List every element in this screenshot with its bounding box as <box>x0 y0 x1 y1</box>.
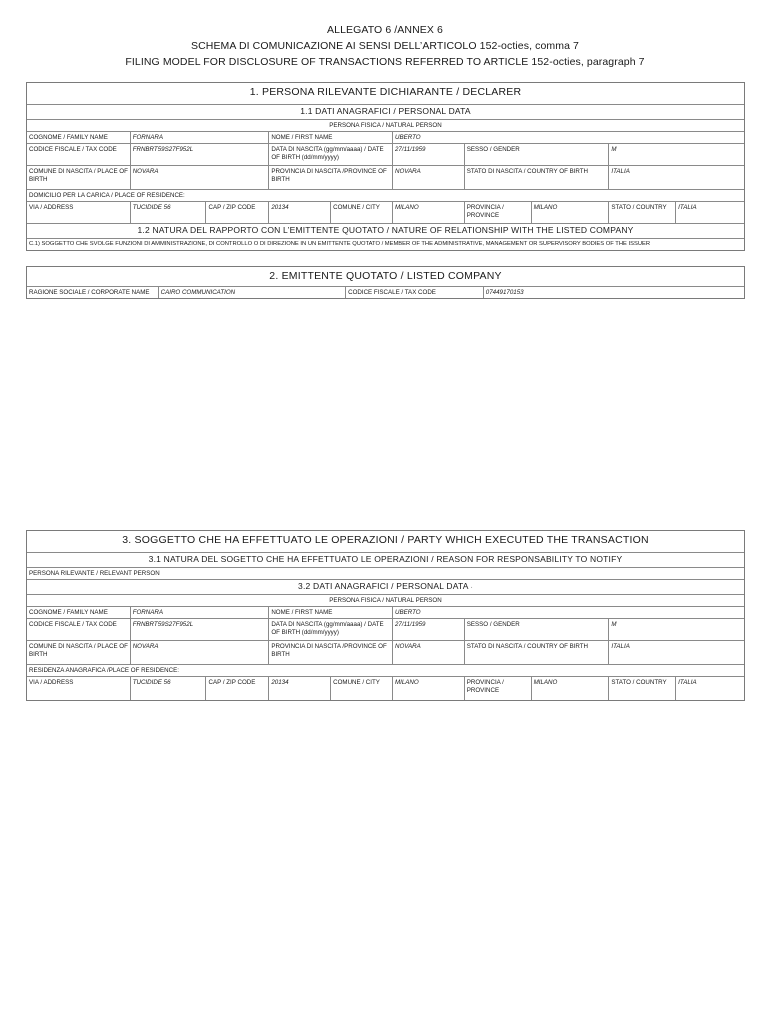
place-of-residence-label: DOMICILIO PER LA CARICA / PLACE OF RESIDENCE: <box>29 192 185 199</box>
province-of-birth-label: PROVINCIA DI NASCITA /PROVINCE OF BIRTH <box>268 166 392 189</box>
company-tax-code-label: CODICE FISCALE / TAX CODE <box>345 287 483 298</box>
country-value: ITALIA <box>675 202 744 223</box>
gender-value-3: M <box>608 619 744 640</box>
tax-code-label-3: CODICE FISCALE / TAX CODE <box>29 621 117 628</box>
first-name-label: NOME / FIRST NAME <box>268 132 392 143</box>
section-declarer <box>26 82 745 251</box>
person-type-label: PERSONA FISICA / NATURAL PERSON <box>329 122 442 129</box>
date-of-birth-value: 27/11/1959 <box>392 144 464 165</box>
address-label-3: VIA / ADDRESS <box>29 679 74 686</box>
relationship-subtitle: 1.2 NATURA DEL RAPPORTO CON L’EMITTENTE QUOTATO / NATURE OF RELATIONSHIP WITH THE LISTED COMPANY <box>137 225 634 235</box>
province-value: MILANO <box>531 202 609 223</box>
corporate-name-label: RAGIONE SOCIALE / CORPORATE NAME <box>29 289 150 296</box>
place-of-birth-label: COMUNE DI NASCITA / PLACE OF BIRTH <box>29 168 128 183</box>
gender-value: M <box>608 144 744 165</box>
zip-code-label: CAP / ZIP CODE <box>205 202 268 223</box>
date-of-birth-label: DATA DI NASCITA (gg/mm/aaaa) / DATE OF BIRTH (dd/mm/yyyy) <box>268 144 392 165</box>
province-of-birth-value-3: NOVARA <box>392 641 464 664</box>
date-of-birth-label-3: DATA DI NASCITA (gg/mm/aaaa) / DATE OF BIRTH (dd/mm/yyyy) <box>268 619 392 640</box>
country-of-birth-value-3: ITALIA <box>608 641 744 664</box>
place-of-birth-value: NOVARA <box>130 166 269 189</box>
zip-code-value-3: 20134 <box>268 677 330 700</box>
surname-value-3: FORNARA <box>130 607 269 618</box>
gender-label: SESSO / GENDER <box>464 144 609 165</box>
section-1-title: 1. PERSONA RILEVANTE DICHIARANTE / DECLARER <box>249 86 522 98</box>
country-of-birth-label-3: STATO DI NASCITA / COUNTRY OF BIRTH <box>464 641 609 664</box>
province-of-birth-label-3: PROVINCIA DI NASCITA /PROVINCE OF BIRTH <box>268 641 392 664</box>
city-label: COMUNE / CITY <box>330 202 392 223</box>
tax-code-value-3: FRNBRT59S27F952L <box>130 619 269 640</box>
city-label-3: COMUNE / CITY <box>330 677 392 700</box>
address-label: VIA / ADDRESS <box>29 204 74 211</box>
person-type-label-3: PERSONA FISICA / NATURAL PERSON <box>329 597 442 604</box>
zip-code-value: 20134 <box>268 202 330 223</box>
personal-data-subtitle: 1.1 DATI ANAGRAFICI / PERSONAL DATA <box>300 106 471 116</box>
first-name-value-3: UBERTO <box>392 607 744 618</box>
filing-model-title: FILING MODEL FOR DISCLOSURE OF TRANSACTIONS REFERRED TO ARTICLE 152-octies, paragraph 7 <box>125 56 645 68</box>
surname-label-3: COGNOME / FAMILY NAME <box>29 609 108 616</box>
address-value-3: TUCIDIDE 56 <box>130 677 206 700</box>
province-label-3: PROVINCIA / PROVINCE <box>464 677 531 700</box>
zip-code-label-3: CAP / ZIP CODE <box>205 677 268 700</box>
country-of-birth-value: ITALIA <box>608 166 744 189</box>
date-of-birth-value-3: 27/11/1959 <box>392 619 464 640</box>
corporate-name-value: CAIRO COMMUNICATION <box>158 287 345 298</box>
country-label-3: STATO / COUNTRY <box>608 677 675 700</box>
city-value-3: MILANO <box>392 677 464 700</box>
address-value: TUCIDIDE 56 <box>130 202 206 223</box>
notification-reason-value: PERSONA RILEVANTE / RELEVANT PERSON <box>29 570 160 577</box>
surname-label: COGNOME / FAMILY NAME <box>29 134 108 141</box>
province-of-birth-value: NOVARA <box>392 166 464 189</box>
city-value: MILANO <box>392 202 464 223</box>
section-2-title: 2. EMITTENTE QUOTATO / LISTED COMPANY <box>269 270 502 282</box>
section-listed-company <box>26 266 745 299</box>
relationship-value: C.1) SOGGETTO CHE SVOLGE FUNZIONI DI AMMINISTRAZIONE, DI CONTROLLO O DI DIREZIONE IN UN EMITTENTE QUOTATO / MEMBER OF THE ADMINISTRATIVE, MANAGEMENT OR SUPERVISORY BODIES OF THE ISSUER <box>29 241 651 247</box>
province-value-3: MILANO <box>531 677 609 700</box>
country-value-3: ITALIA <box>675 677 744 700</box>
personal-data-subtitle-3: 3.2 DATI ANAGRAFICI / PERSONAL DATA · <box>298 581 473 591</box>
place-of-birth-label-3: COMUNE DI NASCITA / PLACE OF BIRTH <box>29 643 128 658</box>
notification-reason-subtitle: 3.1 NATURA DEL SOGETTO CHE HA EFFETTUATO LE OPERAZIONI / REASON FOR RESPONSABILITY TO NOTIFY <box>148 554 623 564</box>
company-tax-code-value: 07449170153 <box>483 287 744 298</box>
first-name-value: UBERTO <box>392 132 744 143</box>
country-label: STATO / COUNTRY <box>608 202 675 223</box>
first-name-label-3: NOME / FIRST NAME <box>268 607 392 618</box>
tax-code-label: CODICE FISCALE / TAX CODE <box>29 146 117 153</box>
document-header <box>0 22 770 70</box>
gender-label-3: SESSO / GENDER <box>464 619 609 640</box>
section-3-title: 3. SOGGETTO CHE HA EFFETTUATO LE OPERAZIONI / PARTY WHICH EXECUTED THE TRANSACTION <box>122 534 649 546</box>
schema-title: SCHEMA DI COMUNICAZIONE AI SENSI DELL’ARTICOLO 152-octies, comma 7 <box>190 40 579 52</box>
place-of-residence-label-3: RESIDENZA ANAGRAFICA /PLACE OF RESIDENCE: <box>29 667 179 674</box>
surname-value: FORNARA <box>130 132 269 143</box>
annex-title: ALLEGATO 6 /ANNEX 6 <box>327 24 443 36</box>
tax-code-value: FRNBRT59S27F952L <box>130 144 269 165</box>
country-of-birth-label: STATO DI NASCITA / COUNTRY OF BIRTH <box>464 166 609 189</box>
province-label: PROVINCIA / PROVINCE <box>464 202 531 223</box>
place-of-birth-value-3: NOVARA <box>130 641 269 664</box>
section-executing-party <box>26 530 745 701</box>
